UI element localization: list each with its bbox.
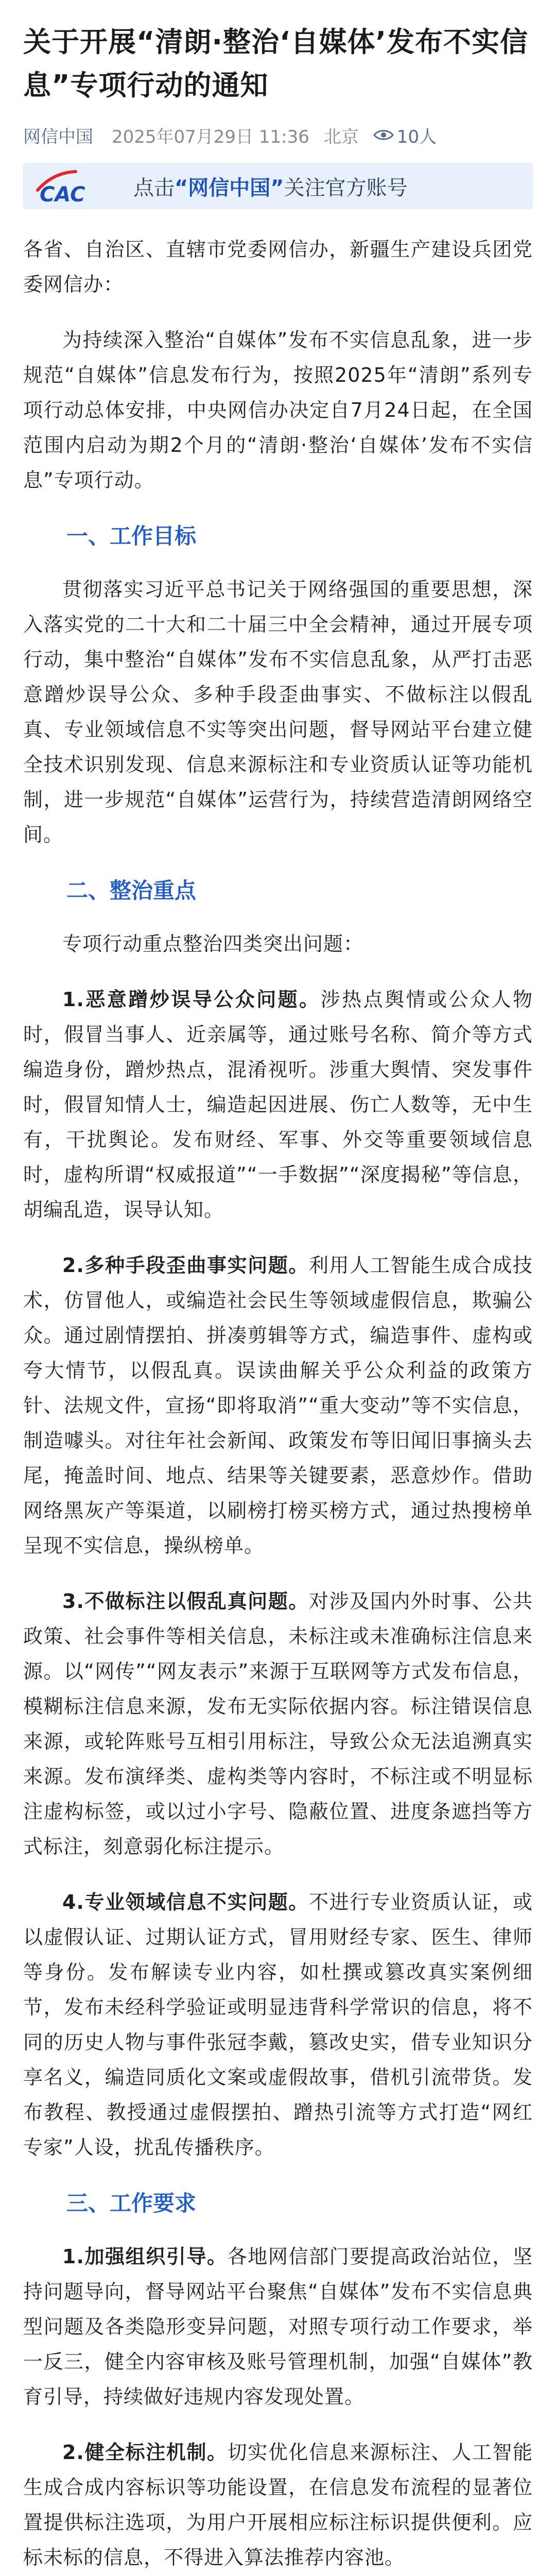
banner-suffix: 关注官方账号 [284, 176, 408, 200]
focus-item-2-text: 利用人工智能生成合成技术，仿冒他人，或编造社会民生等领域虚假信息，欺骗公众。通过剧情摆拍、拼凑剪辑等方式，编造事件、虚构或夸大情节，以假乱真。误读曲解关乎公众利益的政策方针、法规文件，宣扬“即将取消”“重大变动”等不实信息，制造噱头。对往年社会新闻、政策发布等旧闻旧事摘头去尾，掩盖时间、地点、结果等关键要素，恶意炒作。借助网络黑灰产等渠道，以刷榜打榜买榜方式，通过热搜榜单呈现不实信息，操纵榜单。 [23, 1254, 533, 1557]
focus-item-2-title: 2.多种手段歪曲事实问题。 [62, 1254, 309, 1277]
publish-time: 2025年07月29日 11:36 [112, 126, 309, 147]
salutation: 各省、自治区、直辖市党委网信办，新疆生产建设兵团党委网信办： [23, 238, 533, 296]
section-heading-focus: 二、整治重点 [66, 878, 197, 903]
banner-highlight: “网信中国” [175, 176, 284, 200]
view-count-text: 10人 [396, 126, 437, 147]
focus-item-4-text: 不进行专业资质认证，或以虚假认证、过期认证方式，冒用财经专家、医生、律师等身份。发布解读专业内容，如杜撰或篡改真实案例细节，发布未经科学验证或明显违背科学常识的信息，将不同的历史人物与事件张冠李戴，篡改史实，借专业知识分享名义，编造同质化文案或虚假故事，借机引流带货。发布教程、教授通过虚假摆拍、蹭热引流等方式打造“网红专家”人设，扰乱传播秩序。 [23, 1891, 533, 2159]
requirement-1 [23, 2239, 533, 2414]
banner-text [133, 172, 408, 201]
location: 北京 [323, 126, 359, 147]
focus-item-3 [23, 1584, 533, 1864]
section-heading-requirements: 三、工作要求 [66, 2191, 197, 2216]
focus-item-4-title: 4.专业领域信息不实问题。 [62, 1891, 309, 1913]
focus-item-1 [23, 982, 533, 1227]
requirement-2-text: 切实优化信息来源标注、人工智能生成合成内容标识等功能设置，在信息发布流程的显著位置提供标注选项，为用户开展相应标注标识提供便利。应标未标的信息，不得进入算法推荐内容池。 [23, 2441, 533, 2569]
banner-prefix: 点击 [133, 176, 175, 200]
logo-text: CAC [40, 183, 85, 205]
requirement-1-title: 1.加强组织引导。 [62, 2245, 228, 2268]
focus-item-2 [23, 1248, 533, 1563]
goals-paragraph: 贯彻落实习近平总书记关于网络强国的重要思想，深入落实党的二十大和二十届三中全会精神，通过开展专项行动，集中整治“自媒体”发布不实信息乱象，从严打击恶意蹭炒误导公众、多种手段歪曲事实、不做标注以假乱真、专业领域信息不实等突出问题，督导网站平台建立健全技术识别发现、信息来源标注和专业资质认证等功能机制，进一步规范“自媒体”运营行为，持续营造清朗网络空间。 [23, 578, 533, 846]
focus-item-1-title: 1.恶意蹭炒误导公众问题。 [62, 988, 321, 1011]
focus-item-4 [23, 1885, 533, 2165]
focus-item-3-title: 3.不做标注以假乱真问题。 [62, 1590, 309, 1613]
follow-banner[interactable] [23, 163, 533, 209]
requirement-2 [23, 2435, 533, 2575]
article-meta [23, 121, 533, 149]
intro-paragraph: 为持续深入整治“自媒体”发布不实信息乱象，进一步规范“自媒体”信息发布行为，按照2025年“清朗”系列专项行动总体安排，中央网信办决定自7月24日起，在全国范围内启动为期2个月的“清朗·整治‘自媒体’发布不实信息”专项行动。 [23, 329, 533, 492]
requirement-2-title: 2.健全标注机制。 [62, 2441, 228, 2464]
cac-logo [32, 167, 110, 205]
focus-item-3-text: 对涉及国内外时事、公共政策、社会事件等相关信息，未标注或未准确标注信息来源。以“网传”“网友表示”来源于互联网等方式发布信息，模糊标注信息来源，发布无实际依据内容。标注错误信息来源，或轮阵账号互相引用标注，导致公众无法追溯真实来源。发布演绎类、虚构类等内容时，不标注或不明显标注虚构标签，或以过小字号、隐蔽位置、进度条遮挡等方式标注，刻意弱化标注提示。 [23, 1590, 533, 1858]
article-title: 关于开展“清朗·整治‘自媒体’发布不实信息”专项行动的通知 [23, 26, 529, 101]
eye-icon [373, 128, 394, 142]
source-link[interactable]: 网信中国 [23, 126, 93, 147]
view-count [373, 123, 437, 148]
focus-intro: 专项行动重点整治四类突出问题： [62, 933, 364, 955]
requirement-1-text: 各地网信部门要提高政治站位，坚持问题导向，督导网站平台聚焦“自媒体”发布不实信息典型问题及各类隐形变异问题，对照专项行动工作要求，举一反三，健全内容审核及账号管理机制，加强“自媒体”教育引导，持续做好违规内容发现处置。 [23, 2245, 533, 2408]
section-heading-goals: 一、工作目标 [66, 523, 197, 549]
focus-item-1-text: 涉热点舆情或公众人物时，假冒当事人、近亲属等，通过账号名称、简介等方式编造身份，蹭炒热点，混淆视听。涉重大舆情、突发事件时，假冒知情人士，编造起因进展、伤亡人数等，无中生有，干扰舆论。发布财经、军事、外交等重要领域信息时，虚构所谓“权威报道”“一手数据”“深度揭秘”等信息，胡编乱造，误导认知。 [23, 988, 533, 1221]
